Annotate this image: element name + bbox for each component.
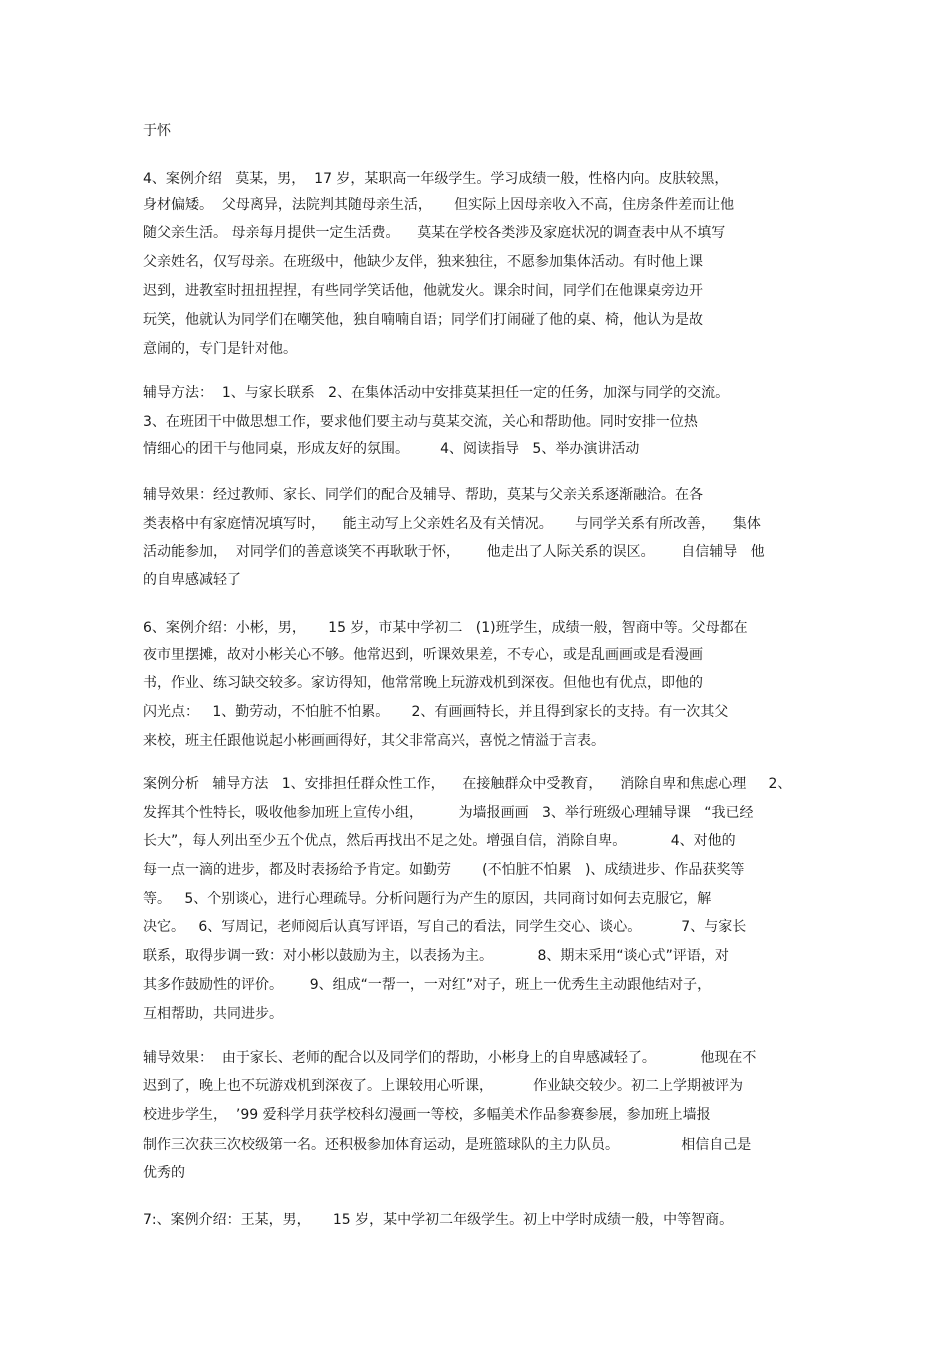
text-line: 类表格中有家庭情况填写时， 能主动写上父亲姓名及有关情况。 与同学关系有所改善， 集体 [143,516,761,532]
text-line: 辅导效果： 由于家长、老师的配合以及同学们的帮助，小彬身上的自卑感减轻了。 他现在不 [143,1050,757,1066]
text-line: 随父亲生活。 母亲每月提供一定生活费。 莫某在学校各类涉及家庭状况的调查表中从不填写 [143,225,726,241]
text-line: 夜市里摆摊，故对小彬关心不够。他常迟到，听课效果差，不专心，或是乱画画或是看漫画 [143,647,703,663]
text-line: 闪光点： 1、勤劳动，不怕脏不怕累。 2、有画画特长，并且得到家长的支持。有一次其父 [143,704,729,720]
text-line: 父亲姓名，仅写母亲。在班级中，他缺少友伴，独来独往，不愿参加集体活动。有时他上课 [143,254,703,270]
text-line: 发挥其个性特长，吸收他参加班上宣传小组， 为墙报画画 3、举行班级心理辅导课 “我已经 [143,805,754,821]
text-line: 于怀 [143,123,171,139]
text-line: 的自卑感减轻了 [143,572,241,588]
text-line: 辅导方法： 1、与家长联系 2、在集体活动中安排莫某担任一定的任务，加深与同学的交流。 [143,385,730,401]
text-line: 意闹的，专门是针对他。 [143,341,297,357]
text-line: 玩笑，他就认为同学们在嘲笑他，独自喃喃自语；同学们打闹碰了他的桌、椅，他认为是故 [143,312,703,328]
text-line: 7:、案例介绍：王某，男， 15 岁，某中学初二年级学生。初上中学时成绩一般，中等智商。 [143,1212,734,1228]
text-line: 校进步学生， ’99 爱科学月获学校科幻漫画一等校，多幅美术作品参赛参展，参加班上墙报 [143,1107,711,1123]
text-line: 联系，取得步调一致：对小彬以鼓励为主，以表扬为主。 8、期末采用“谈心式”评语，对 [143,948,729,964]
text-line: 辅导效果：经过教师、家长、同学们的配合及辅导、帮助，莫某与父亲关系逐渐融洽。在各 [143,487,703,503]
text-line: 制作三次获三次校级第一名。还积极参加体育运动，是班篮球队的主力队员。 相信自己是 [143,1137,752,1153]
text-line: 长大”，每人列出至少五个优点，然后再找出不足之处。增强自信，消除自卑。 4、对他的 [143,833,736,849]
text-line: 书，作业、练习缺交较多。家访得知，他常常晚上玩游戏机到深夜。但他也有优点，即他的 [143,675,703,691]
text-line: 迟到，进教室时扭扭捏捏，有些同学笑话他，他就发火。课余时间，同学们在他课桌旁边开 [143,283,703,299]
text-line: 案例分析 辅导方法 1、安排担任群众性工作， 在接触群众中受教育， 消除自卑和焦虑心理 2、 [143,776,792,792]
text-line: 决它。 6、写周记，老师阅后认真写评语，写自己的看法，同学生交心、谈心。 7、与家长 [143,919,747,935]
text-line: 来校，班主任跟他说起小彬画画得好，其父非常高兴，喜悦之情溢于言表。 [143,733,605,749]
text-line: 情细心的团干与他同桌，形成友好的氛围。 4、阅读指导 5、举办演讲活动 [143,441,640,457]
text-line: 6、案例介绍：小彬，男， 15 岁，市某中学初二 (1)班学生，成绩一般，智商中等。父母都在 [143,620,748,636]
text-line: 每一点一滴的进步，都及时表扬给予肯定。如勤劳 (不怕脏不怕累 )、成绩进步、作品获奖等 [143,862,745,878]
text-line: 互相帮助，共同进步。 [143,1006,283,1022]
text-line: 3、在班团干中做思想工作，要求他们要主动与莫某交流，关心和帮助他。同时安排一位热 [143,414,698,430]
text-line: 优秀的 [143,1165,185,1181]
text-line: 等。 5、个别谈心，进行心理疏导。分析问题行为产生的原因，共同商讨如何去克服它，解 [143,891,712,907]
text-line: 活动能参加， 对同学们的善意谈笑不再耿耿于怀， 他走出了人际关系的误区。 自信辅导 他 [143,544,765,560]
text-line: 迟到了，晚上也不玩游戏机到深夜了。上课较用心听课， 作业缺交较少。初二上学期被评为 [143,1078,744,1094]
text-line: 身材偏矮。 父母离异，法院判其随母亲生活， 但实际上因母亲收入不高，住房条件差而让他 [143,197,735,213]
text-line: 其多作鼓励性的评价。 9、组成“一帮一，一对红”对子，班上一优秀生主动跟他结对子， [143,977,712,993]
text-line: 4、案例介绍 莫某，男， 17 岁，某职高一年级学生。学习成绩一般，性格内向。皮肤较黑， [143,171,729,187]
